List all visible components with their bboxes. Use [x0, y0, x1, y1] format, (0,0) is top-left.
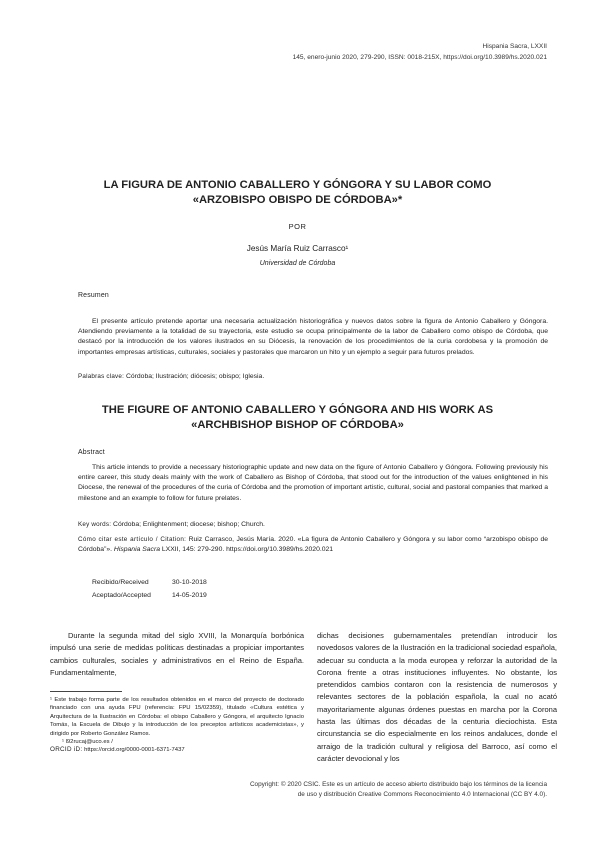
citation-journal: Hispania Sacra — [113, 546, 160, 554]
received-value: 30-10-2018 — [172, 579, 207, 586]
article-title-es — [60, 178, 535, 208]
article-title-en — [60, 403, 535, 433]
copyright-notice — [217, 780, 547, 799]
body-column-left — [50, 630, 304, 679]
author-affiliation: Universidad de Córdoba — [259, 260, 336, 267]
accepted-row — [92, 590, 207, 603]
citation-text-after: LXXII, 145: 279-290. https://doi.org/10.3989/hs.2020.021 — [160, 546, 334, 554]
author-name: Jesús María Ruiz Carrasco¹ — [246, 244, 349, 253]
journal-citation: 145, enero-junio 2020, 279-290, ISSN: 0018-215X, https://doi.org/10.3989/hs.2020.021 — [292, 54, 547, 61]
abstract-label: Abstract — [78, 449, 105, 456]
abstract-keywords — [78, 520, 548, 530]
journal-name: Hispania Sacra, LXXII — [482, 43, 547, 50]
title-es-line-1: LA FIGURA DE ANTONIO CABALLERO Y GÓNGORA Y SU LABOR COMO — [103, 179, 492, 191]
citation-label: Cómo citar este artículo / Citation: — [78, 536, 187, 543]
orcid-label: ORCID iD: — [50, 746, 83, 754]
received-row — [92, 577, 207, 590]
keywords-label-en: Key words: — [78, 521, 112, 528]
title-en-line-1: THE FIGURE OF ANTONIO CABALLERO Y GÓNGORA AND HIS WORK AS — [101, 404, 494, 416]
journal-header — [293, 41, 547, 63]
citation-block — [78, 535, 548, 555]
footnote-divider — [50, 691, 122, 692]
footnote-1: ¹ Este trabajo forma parte de los resultados obtenidos en el marco del proyecto de doctorado financiado con una ayuda FPU (referencia: FPU 15/02359), titulado «Cultura estética y Arquitectura de la Ilustración en Córdoba: el obispo Caballero y Góngora, el arquitecto Ignacio Tomás, la Escuela de Dibujo y la introducción de los preceptos artísticos academicistas», y dirigido por Roberto González Ramos. — [50, 697, 304, 737]
keywords-text-en: Córdoba; Enlightenment; diocese; bishop; Church. — [113, 521, 265, 528]
byline-por: POR — [288, 222, 307, 231]
body-left-paragraph: Durante la segunda mitad del siglo XVIII, la Monarquía borbónica impulsó una serie de medidas políticas destinadas a propiciar importantes cambios culturales, sociales y administrativos en el Reino de España. Fundamentalmente, — [50, 631, 304, 677]
resumen-text: El presente artículo pretende aportar una necesaria actualización historiográfica y nuevos datos sobre la figura de Antonio Caballero y Góngora. Atendiendo previamente a la totalidad de su trayectoria, este estudio se ocupa principalmente de la labor de Caballero como obispo de Córdoba, que destacó por la introducción de los valores ilustrados en su Diócesis, la renovación de los procedimientos de la curia cordobesa y la promoción de importantes empresas artísticas, culturales, sociales y pastorales que marcaron un hito y un ejemplo a seguir para futuros prelados. — [78, 318, 548, 356]
abstract-text: This article intends to provide a necessary historiographic update and new data on the figure of Antonio Caballero y Góngora. Following previously his entire career, this study deals mainly with the work of Caballero as Bishop of Córdoba, that stood out for the introduction of the values enlightened in his Diocese, the renewal of the procedures of the curia of Córdoba and the promotion of important artistic, cultural, social and pastoral companies that marked a milestone and an example to follow for future prelates. — [78, 464, 548, 502]
accepted-label: Aceptado/Accepted — [92, 591, 151, 599]
title-es-line-2: «ARZOBISPO OBISPO DE CÓRDOBA»* — [192, 194, 403, 206]
orcid-link[interactable]: https://orcid.org/0000-0001-6371-7437 — [84, 747, 185, 754]
dates-block — [92, 577, 207, 602]
orcid-line — [50, 746, 304, 754]
received-label: Recibido/Received — [92, 579, 149, 586]
resumen-label: Resumen — [78, 292, 109, 299]
title-en-line-2: «ARCHBISHOP BISHOP OF CÓRDOBA» — [191, 419, 404, 431]
keywords-label-es: Palabras clave: — [78, 373, 125, 380]
copyright-line-1: Copyright: © 2020 CSIC. Este es un artículo de acceso abierto distribuido bajo los términos de la licencia — [249, 781, 547, 788]
resumen-keywords — [78, 372, 548, 382]
keywords-text-es: Córdoba; Ilustración; diócesis; obispo; Iglesia. — [125, 373, 265, 380]
accepted-value: 14-05-2019 — [172, 591, 207, 599]
copyright-line-2: de uso y distribución Creative Commons Reconocimiento 4.0 Internacional (CC BY 4.0). — [297, 790, 547, 798]
body-column-right — [317, 630, 557, 765]
footnote-block — [50, 696, 304, 755]
citation-text-before: Ruiz Carrasco, Jesús María. 2020. «La figura de Antonio Caballero y Góngora y su labor como “arzobispo obispo de Córdoba”». — [78, 536, 549, 554]
author-email: ¹ l92rucaj@uco.es / — [62, 739, 113, 746]
body-right-paragraph: dichas decisiones gubernamentales pretendían introducir los novedosos valores de la Ilustración en la tradicional sociedad española, adecuar su conducta a la moda europea y reforzar la autoridad de la Corona frente a otras instituciones influyentes. No obstante, los pretendidos cambios contaron con la resistencia de numerosos y relevantes sectores de la población española, la cual no acató mayoritariamente algunas órdenes puestas en marcha por la Corona hasta las últimas dos décadas de la centuria dieciochista. Esta circunstancia se dio especialmente en los reinos andaluces, donde el arraigo de la tradición cultural y religiosa del Barroco, así como el carácter devocional y los — [317, 631, 557, 763]
